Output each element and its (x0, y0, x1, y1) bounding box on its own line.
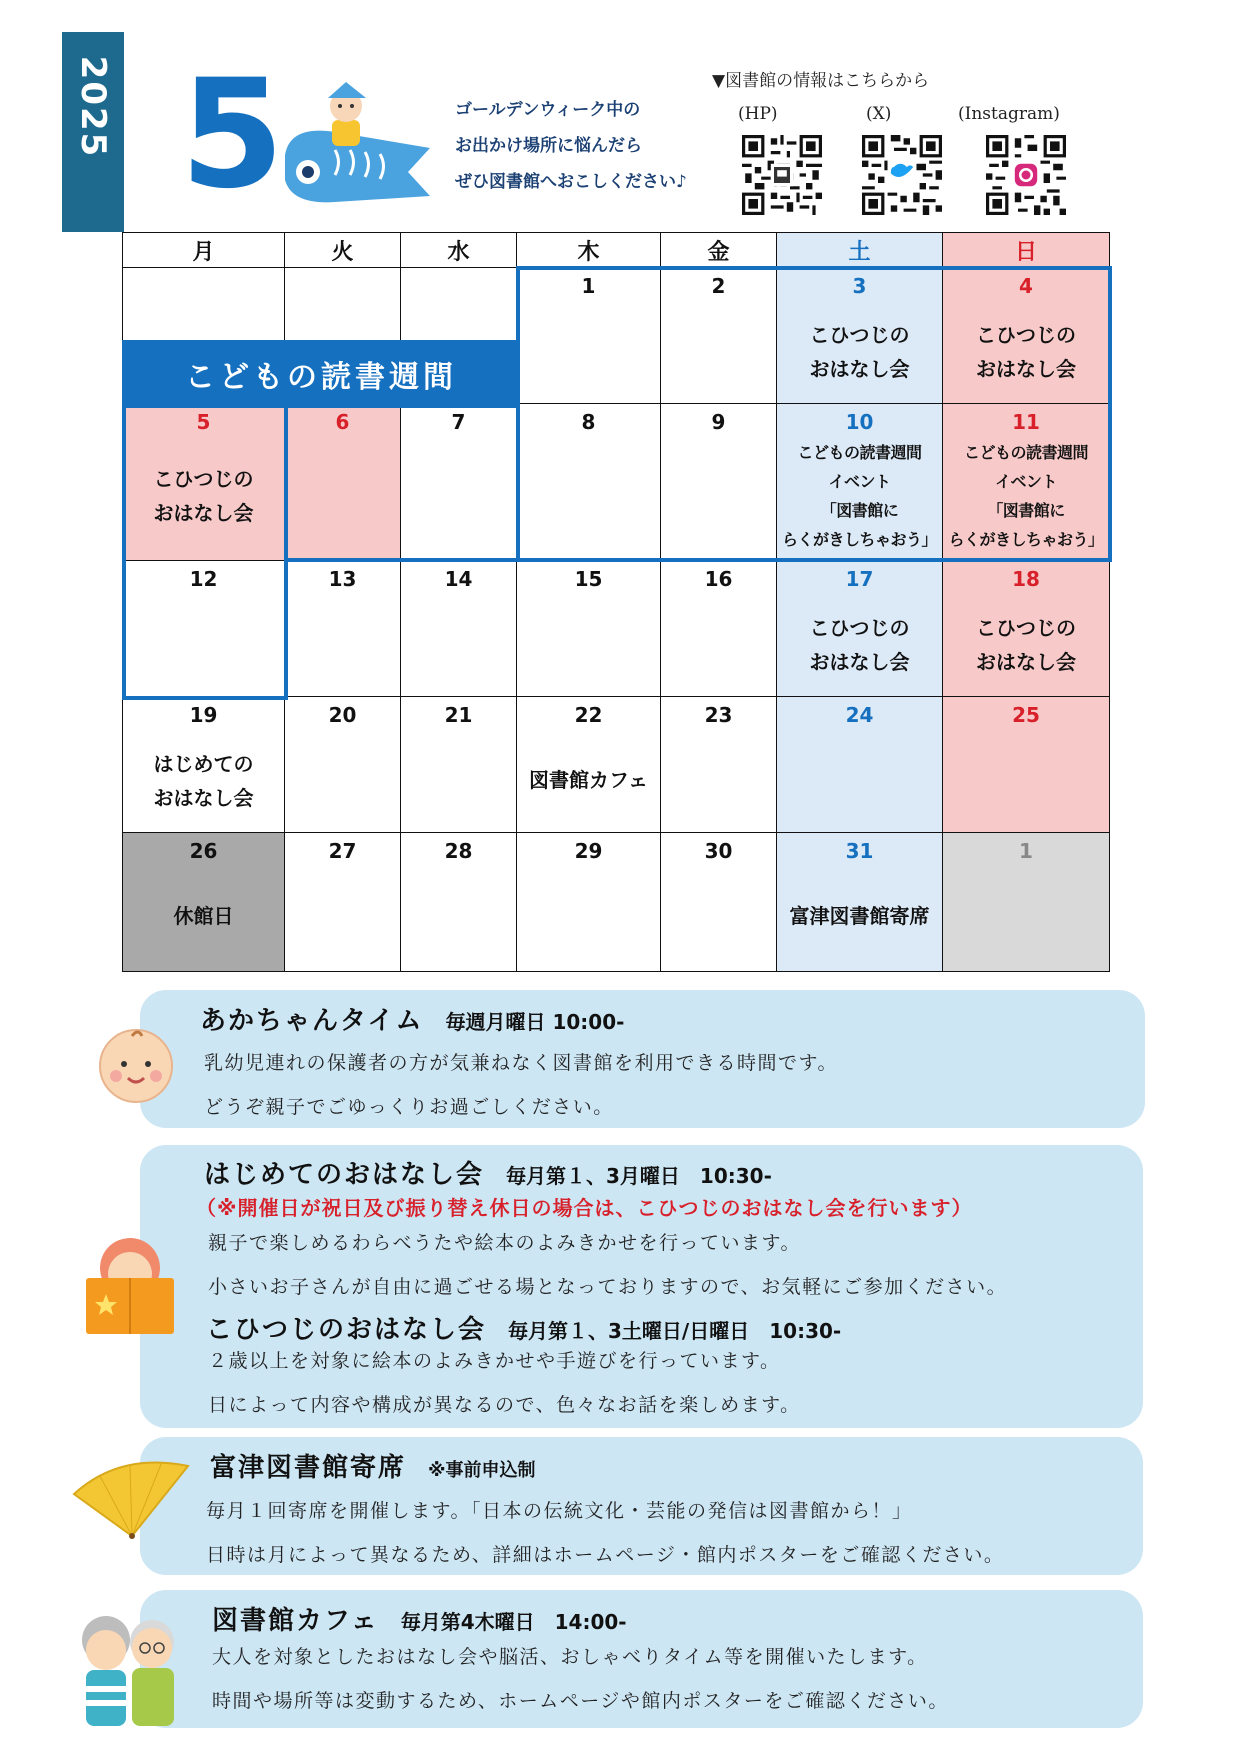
event-reading-week-line1: こどもの読書週間 (963, 443, 1088, 462)
day-cell-12[interactable] (122, 560, 285, 697)
day-number: 2 (711, 274, 726, 298)
event-library-cafe: 図書館カフェ (529, 768, 648, 792)
weekday-sun: 日 (942, 232, 1110, 268)
day-cell-9[interactable] (660, 403, 777, 561)
event-reading-week-line2: イベント (828, 472, 891, 491)
event-reading-week-line1: こどもの読書週間 (797, 443, 922, 462)
day-cell-24[interactable] (776, 696, 943, 833)
day-number: 4 (1019, 274, 1033, 298)
day-number: 27 (328, 839, 357, 863)
cafe-title: 図書館カフェ 毎月第4木曜日 14:00- (212, 1606, 627, 1636)
day-number: 28 (444, 839, 473, 863)
day-cell-5[interactable] (122, 403, 285, 561)
day-cell-8[interactable] (516, 403, 661, 561)
event-hajimete-line2: おはなし会 (153, 786, 254, 810)
event-reading-week-line2: イベント (994, 472, 1057, 491)
reading-week-banner: こどもの読書週間 (122, 340, 520, 408)
koinobori-kid-illustration (280, 80, 430, 205)
day-cell-23[interactable] (660, 696, 777, 833)
day-cell-11[interactable] (942, 403, 1110, 561)
day-cell-20[interactable] (284, 696, 401, 833)
qr-code-x-icon[interactable] (862, 135, 942, 215)
day-number: 17 (845, 567, 874, 591)
day-cell-27[interactable] (284, 832, 401, 972)
month-number: 5 (180, 48, 285, 222)
event-yose: 富津図書館寄席 (789, 904, 930, 928)
day-cell-25[interactable] (942, 696, 1110, 833)
event-kohitsuji-line2: おはなし会 (976, 650, 1076, 674)
info-heading: ▼図書館の情報はこちらから (712, 71, 930, 91)
akachan-line2: どうぞ親子でごゆっくりお過ごしください。 (204, 1096, 614, 1118)
kohitsuji-line2: 日によって内容や構成が異なるので、色々なお話を楽しめます。 (208, 1394, 801, 1416)
qr-code-instagram-icon[interactable] (986, 135, 1066, 215)
event-kohitsuji-line1: こひつじの (976, 323, 1076, 347)
hajimete-line1: 親子で楽しめるわらべうたや絵本のよみきかせを行っています。 (208, 1232, 801, 1254)
event-kohitsuji-line2: おはなし会 (976, 357, 1076, 381)
kohitsuji-schedule: 毎月第１、3土曜日/日曜日 10:30- (508, 1319, 842, 1343)
day-number: 3 (852, 274, 867, 298)
cafe-line1: 大人を対象としたおはなし会や脳活、おしゃべりタイム等を開催いたします。 (212, 1646, 928, 1668)
day-number: 14 (444, 567, 473, 591)
intro-line: ぜひ図書館へおこしください♪ (455, 172, 687, 192)
cafe-schedule: 毎月第4木曜日 14:00- (400, 1610, 627, 1634)
folding-fan-icon (70, 1458, 192, 1540)
hajimete-title: はじめてのおはなし会 毎月第１、3月曜日 10:30- (204, 1160, 772, 1190)
day-number: 8 (581, 410, 596, 434)
day-cell-17[interactable] (776, 560, 943, 697)
event-kohitsuji-line1: こひつじの (809, 616, 910, 640)
intro-line: ゴールデンウィーク中の (455, 100, 641, 120)
day-cell-26[interactable] (122, 832, 285, 972)
day-number: 6 (335, 410, 350, 434)
event-kohitsuji-line1: こひつじの (976, 616, 1076, 640)
qr-code-hp-icon[interactable] (742, 135, 822, 215)
year-bar (62, 32, 124, 232)
day-number: 20 (328, 703, 357, 727)
day-number: 21 (444, 703, 473, 727)
day-number: 23 (704, 703, 733, 727)
weekday-fri: 金 (660, 232, 777, 268)
day-number: 1 (1019, 839, 1033, 863)
event-kohitsuji-line2: おはなし会 (809, 650, 910, 674)
akachan-line1: 乳幼児連れの保護者の方が気兼ねなく図書館を利用できる時間です。 (204, 1052, 838, 1074)
day-number: 5 (196, 410, 211, 434)
day-cell-28[interactable] (400, 832, 517, 972)
day-number: 22 (574, 703, 603, 727)
day-cell-10[interactable] (776, 403, 943, 561)
day-number: 31 (845, 839, 874, 863)
qr-label-instagram: (Instagram) (958, 104, 1060, 124)
weekday-thu: 木 (516, 232, 661, 268)
hajimete-schedule: 毎月第１、3月曜日 10:30- (506, 1164, 772, 1188)
elderly-couple-icon (72, 1610, 184, 1728)
day-cell-2[interactable] (660, 267, 777, 404)
day-cell-19[interactable] (122, 696, 285, 833)
weekday-wed: 水 (400, 232, 517, 268)
day-cell-1[interactable] (516, 267, 661, 404)
event-reading-week-line3: 「図書館に (820, 501, 899, 520)
weekday-sat: 土 (776, 232, 943, 268)
day-cell-22[interactable] (516, 696, 661, 833)
day-cell-18[interactable] (942, 560, 1110, 697)
event-hajimete-line1: はじめての (153, 752, 254, 776)
day-number: 11 (1012, 410, 1040, 434)
day-number: 7 (451, 410, 466, 434)
day-number: 18 (1012, 567, 1040, 591)
day-cell-4[interactable] (942, 267, 1110, 404)
intro-text (455, 92, 687, 200)
day-cell-7[interactable] (400, 403, 517, 561)
day-cell-30[interactable] (660, 832, 777, 972)
intro-line: お出かけ場所に悩んだら (455, 136, 642, 156)
baby-face-icon (92, 1022, 180, 1104)
weekday-tue: 火 (284, 232, 401, 268)
day-number: 29 (574, 839, 603, 863)
qr-label-hp: (HP) (738, 104, 778, 124)
qr-label-x: (X) (866, 104, 892, 124)
yose-line2: 日時は月によって異なるため、詳細はホームページ・館内ポスターをご確認ください。 (206, 1544, 1005, 1566)
cafe-line2: 時間や場所等は変動するため、ホームページや館内ポスターをご確認ください。 (212, 1690, 949, 1712)
day-number: 30 (704, 839, 733, 863)
event-kohitsuji-line1: こひつじの (153, 467, 254, 491)
day-number: 12 (189, 567, 218, 591)
day-number: 10 (845, 410, 874, 434)
day-cell-21[interactable] (400, 696, 517, 833)
reading-child-icon (78, 1232, 182, 1338)
akachan-title: あかちゃんタイム 毎週月曜日 10:00- (200, 1006, 625, 1036)
day-cell-31[interactable] (776, 832, 943, 972)
day-number: 26 (189, 839, 218, 863)
hajimete-holiday-note: （※開催日が祝日及び振り替え休日の場合は、こひつじのおはなし会を行います） (196, 1196, 973, 1220)
day-number: 24 (845, 703, 874, 727)
day-number: 19 (189, 703, 218, 727)
day-number: 13 (328, 567, 357, 591)
day-number: 15 (574, 567, 603, 591)
year-label: 2025 (73, 55, 113, 159)
day-number: 25 (1012, 703, 1040, 727)
event-kohitsuji-line2: おはなし会 (153, 501, 254, 525)
day-cell-16[interactable] (660, 560, 777, 697)
hajimete-line2: 小さいお子さんが自由に過ごせる場となっておりますので、お気軽にご参加ください。 (208, 1276, 1008, 1298)
event-kohitsuji-line1: こひつじの (809, 323, 910, 347)
event-reading-week-line3: 「図書館に (987, 501, 1065, 520)
event-reading-week-line4: らくがきしちゃおう」 (948, 530, 1104, 549)
day-cell-15[interactable] (516, 560, 661, 697)
yose-title: 富津図書館寄席 ※事前申込制 (210, 1453, 536, 1483)
day-cell-13[interactable] (284, 560, 401, 697)
day-cell-29[interactable] (516, 832, 661, 972)
event-closed: 休館日 (173, 904, 234, 928)
akachan-schedule: 毎週月曜日 10:00- (445, 1010, 625, 1034)
day-cell-3[interactable] (776, 267, 943, 404)
day-number: 9 (711, 410, 726, 434)
day-cell-14[interactable] (400, 560, 517, 697)
event-kohitsuji-line2: おはなし会 (809, 357, 910, 381)
event-reading-week-line4: らくがきしちゃおう」 (781, 530, 937, 549)
day-cell-next-1 (942, 832, 1110, 972)
weekday-mon: 月 (122, 232, 285, 268)
day-number: 1 (581, 274, 596, 298)
yose-schedule: ※事前申込制 (428, 1460, 536, 1481)
day-number: 16 (704, 567, 733, 591)
kohitsuji-line1: ２歳以上を対象に絵本のよみきかせや手遊びを行っています。 (208, 1350, 781, 1372)
day-cell-6[interactable] (284, 403, 401, 561)
yose-line1: 毎月１回寄席を開催します。「日本の伝統文化・芸能の発信は図書館から！」 (206, 1500, 913, 1522)
kohitsuji-title: こひつじのおはなし会 毎月第１、3土曜日/日曜日 10:30- (206, 1315, 842, 1345)
